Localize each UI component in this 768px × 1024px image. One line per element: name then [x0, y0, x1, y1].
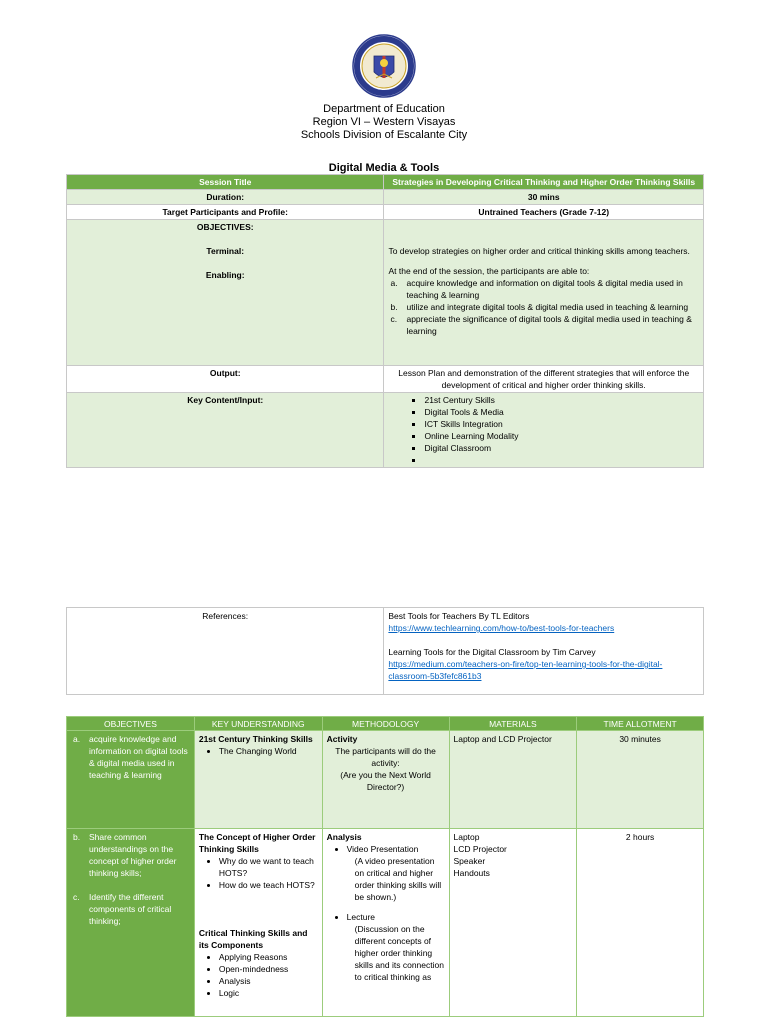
row1-key-understanding: 21st Century Thinking Skills • The Changing World [194, 731, 322, 829]
target-label: Target Participants and Profile: [67, 205, 384, 220]
output-value: Lesson Plan and demonstration of the different strategies that will enforce the development of critical and higher order thinking skills. [384, 366, 704, 393]
duration-row [67, 190, 704, 205]
key-content-item: ▪ Digital Tools & Media [424, 406, 699, 418]
duration-label: Duration: [67, 190, 384, 205]
header-objectives: OBJECTIVES [67, 717, 195, 731]
reference-title-1: Best Tools for Teachers By TL Editors [388, 611, 530, 621]
session-title-value: Strategies in Developing Critical Thinking and Higher Order Thinking Skills [384, 175, 704, 190]
target-row [67, 205, 704, 220]
lesson-plan-table [66, 716, 704, 1017]
row1-time: 30 minutes [577, 731, 704, 829]
row2-methodology: Analysis • Video Presentation (A video presentation on critical and higher order thinking skills will be shown.) • Lecture (Discussion on the different concepts of higher order thinking skills and its connection to critical thinking as [322, 829, 449, 1017]
key-content-item: ▪ Digital Classroom [424, 442, 699, 454]
header-materials: MATERIALS [449, 717, 577, 731]
references-content [384, 608, 704, 695]
enabling-intro: At the end of the session, the participants are able to: [388, 266, 590, 276]
document-title: Digital Media & Tools [328, 162, 440, 174]
row2-time: 2 hours [577, 829, 704, 1017]
objectives-label: OBJECTIVES: [196, 222, 254, 232]
row2-key-understanding: The Concept of Higher Order Thinking Skills • Why do we want to teach HOTS? • How do we teach HOTS? Critical Thinking Skills and its Components • Applying Reasons • Open-mindedness • Analysis • Logic [194, 829, 322, 1017]
row1-objective: a. acquire knowledge and information on digital tools & digital media used in teaching & learning [67, 731, 195, 829]
output-row [67, 366, 704, 393]
key-content-item: ▪ Online Learning Modality [424, 430, 699, 442]
key-content-cell [384, 393, 704, 468]
header-time-allotment: TIME ALLOTMENT [577, 717, 704, 731]
row1-methodology: Activity The participants will do the activity: (Are you the Next World Director?) [322, 731, 449, 829]
region-name: Region VI – Western Visayas [312, 116, 456, 128]
terminal-objective: To develop strategies on higher order and critical thinking skills among teachers. [388, 246, 690, 256]
references-table [66, 607, 704, 695]
enabling-item: a. acquire knowledge and information on digital tools & digital media used in teaching & learning [390, 278, 683, 300]
key-content-list [388, 394, 699, 466]
division-name: Schools Division of Escalante City [300, 129, 468, 141]
key-content-row [67, 393, 704, 468]
objectives-row [67, 220, 704, 366]
plan-header-row [67, 717, 704, 731]
target-value: Untrained Teachers (Grade 7-12) [384, 205, 704, 220]
reference-link-2[interactable]: https://medium.com/teachers-on-fire/top-ten-learning-tools-for-the-digital-classroom-5b3fefc861b3 [388, 659, 663, 681]
reference-title-2: Learning Tools for the Digital Classroom by Tim Carvey [388, 647, 596, 657]
output-label: Output: [67, 366, 384, 393]
enabling-label: Enabling: [205, 270, 245, 280]
row1-materials: Laptop and LCD Projector [449, 731, 577, 829]
key-content-item [424, 454, 699, 466]
key-content-label: Key Content/Input: [67, 393, 384, 468]
objectives-content-cell [384, 220, 704, 366]
department-name: Department of Education [323, 103, 445, 115]
duration-value: 30 mins [384, 190, 704, 205]
plan-row-2 [67, 829, 704, 1017]
enabling-item: b. utilize and integrate digital tools & digital media used in teaching & learning [390, 302, 689, 312]
reference-link-1[interactable]: https://www.techlearning.com/how-to/best-tools-for-teachers [388, 623, 615, 633]
key-content-item: ▪ ICT Skills Integration [424, 418, 699, 430]
enabling-item: c. appreciate the significance of digital tools & digital media used in teaching & learning [390, 314, 692, 336]
references-label: References: [67, 608, 384, 695]
terminal-label: Terminal: [206, 246, 245, 256]
row2-objective: b. Share common understandings on the concept of higher order thinking skills; c. Identify the different components of critical thinking; [67, 829, 195, 1017]
session-info-table [66, 174, 704, 468]
row2-materials: Laptop LCD Projector Speaker Handouts [449, 829, 577, 1017]
header-key-understanding: KEY UNDERSTANDING [194, 717, 322, 731]
deped-seal-logo [352, 34, 416, 98]
session-title-row [67, 175, 704, 190]
objectives-labels-cell [67, 220, 384, 366]
session-title-label: Session Title [67, 175, 384, 190]
key-content-item: ▪ 21st Century Skills [424, 394, 699, 406]
enabling-list [388, 277, 699, 337]
plan-row-1 [67, 731, 704, 829]
header-methodology: METHODOLOGY [322, 717, 449, 731]
